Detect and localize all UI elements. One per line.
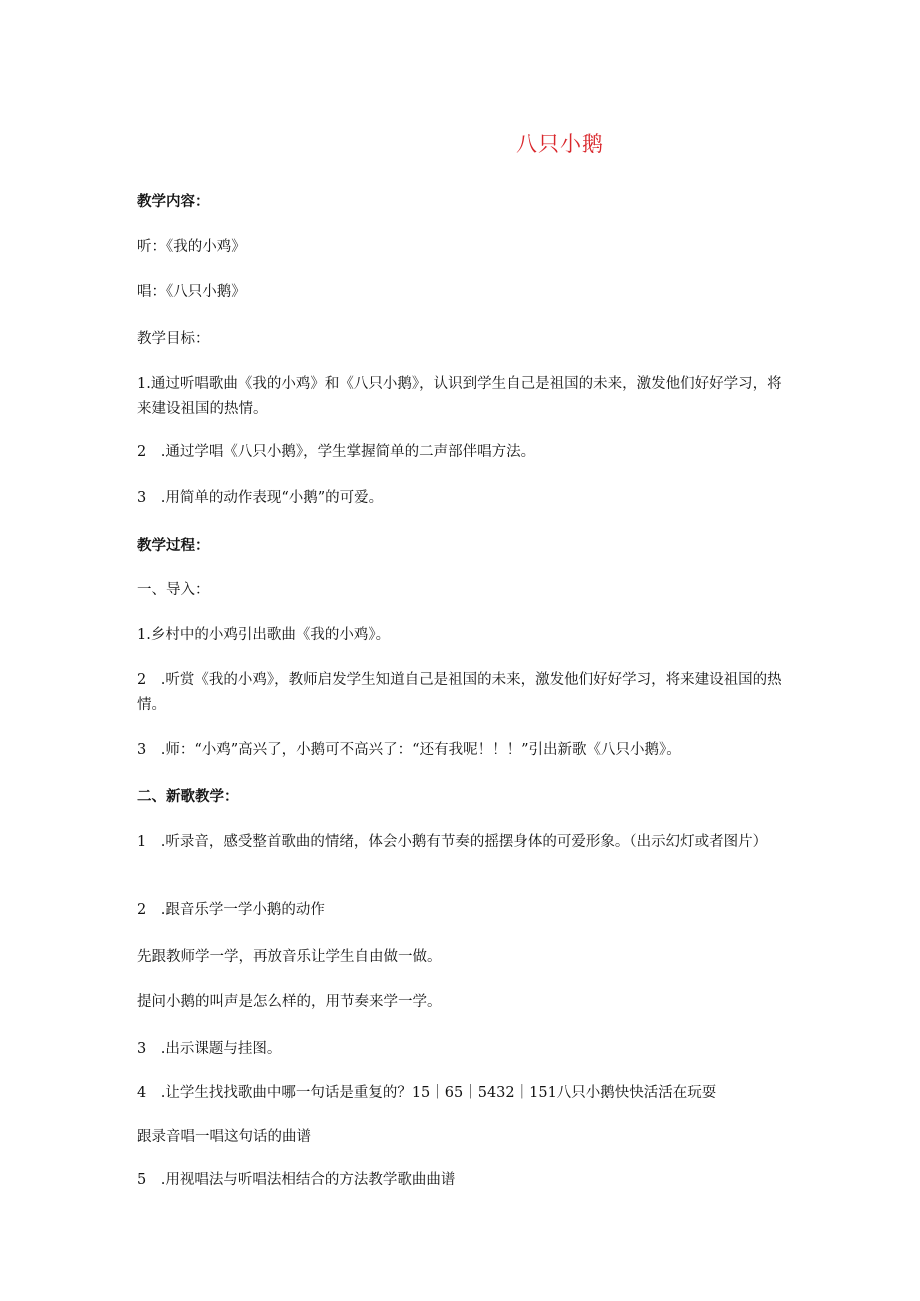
goal-item-2: 2 .通过学唱《八只小鹅》，学生掌握简单的二声部伴唱方法。: [137, 444, 536, 460]
new-song-item-3: 3 .出示课题与挂图。: [137, 1041, 282, 1057]
new-song-item-2: 2 .跟音乐学一学小鹅的动作: [137, 902, 325, 918]
document-title: 八只小鹅: [516, 132, 604, 156]
new-song-note-3: 跟录音唱一唱这句话的曲谱: [137, 1129, 311, 1145]
subheading-intro: 一、导入：: [137, 582, 210, 598]
new-song-note-2: 提问小鹅的叫声是怎么样的，用节奏来学一学。: [137, 994, 442, 1010]
intro-item-2: 2 .听赏《我的小鸡》，教师启发学生知道自己是祖国的未来，激发他们好好学习，将来建设祖国的热情。: [137, 672, 782, 713]
listen-item: 听：《我的小鸡》: [137, 239, 246, 255]
new-song-item-4: 4 .让学生找找歌曲中哪一句话是重复的？15｜65｜5432｜151八只小鹅快快活活在玩耍: [137, 1085, 717, 1101]
new-song-note-1: 先跟教师学一学，再放音乐让学生自由做一做。: [137, 949, 442, 965]
section-heading-content: 教学内容：: [137, 194, 210, 210]
section-heading-goals: 教学目标：: [137, 331, 210, 347]
subheading-new-song: 二、新歌教学：: [137, 789, 239, 805]
intro-item-3: 3 .师：“小鸡”高兴了，小鹅可不高兴了：“还有我呢！！！”引出新歌《八只小鹅》。: [137, 742, 681, 758]
new-song-item-5: 5 .用视唱法与听唱法相结合的方法教学歌曲曲谱: [137, 1172, 456, 1188]
goal-item-3: 3 .用简单的动作表现“小鹅”的可爱。: [137, 490, 384, 506]
new-song-item-1: 1 .听录音，感受整首歌曲的情绪，体会小鹅有节奏的摇摆身体的可爱形象。（出示幻灯或者图片）: [137, 834, 768, 850]
intro-item-1: 1.乡村中的小鸡引出歌曲《我的小鸡》。: [137, 627, 391, 643]
section-heading-process: 教学过程：: [137, 538, 210, 554]
goal-item-1: 1.通过听唱歌曲《我的小鸡》和《八只小鹅》，认识到学生自己是祖国的未来，激发他们好好学习，将来建设祖国的热情。: [137, 376, 782, 417]
sing-item: 唱：《八只小鹅》: [137, 284, 246, 300]
